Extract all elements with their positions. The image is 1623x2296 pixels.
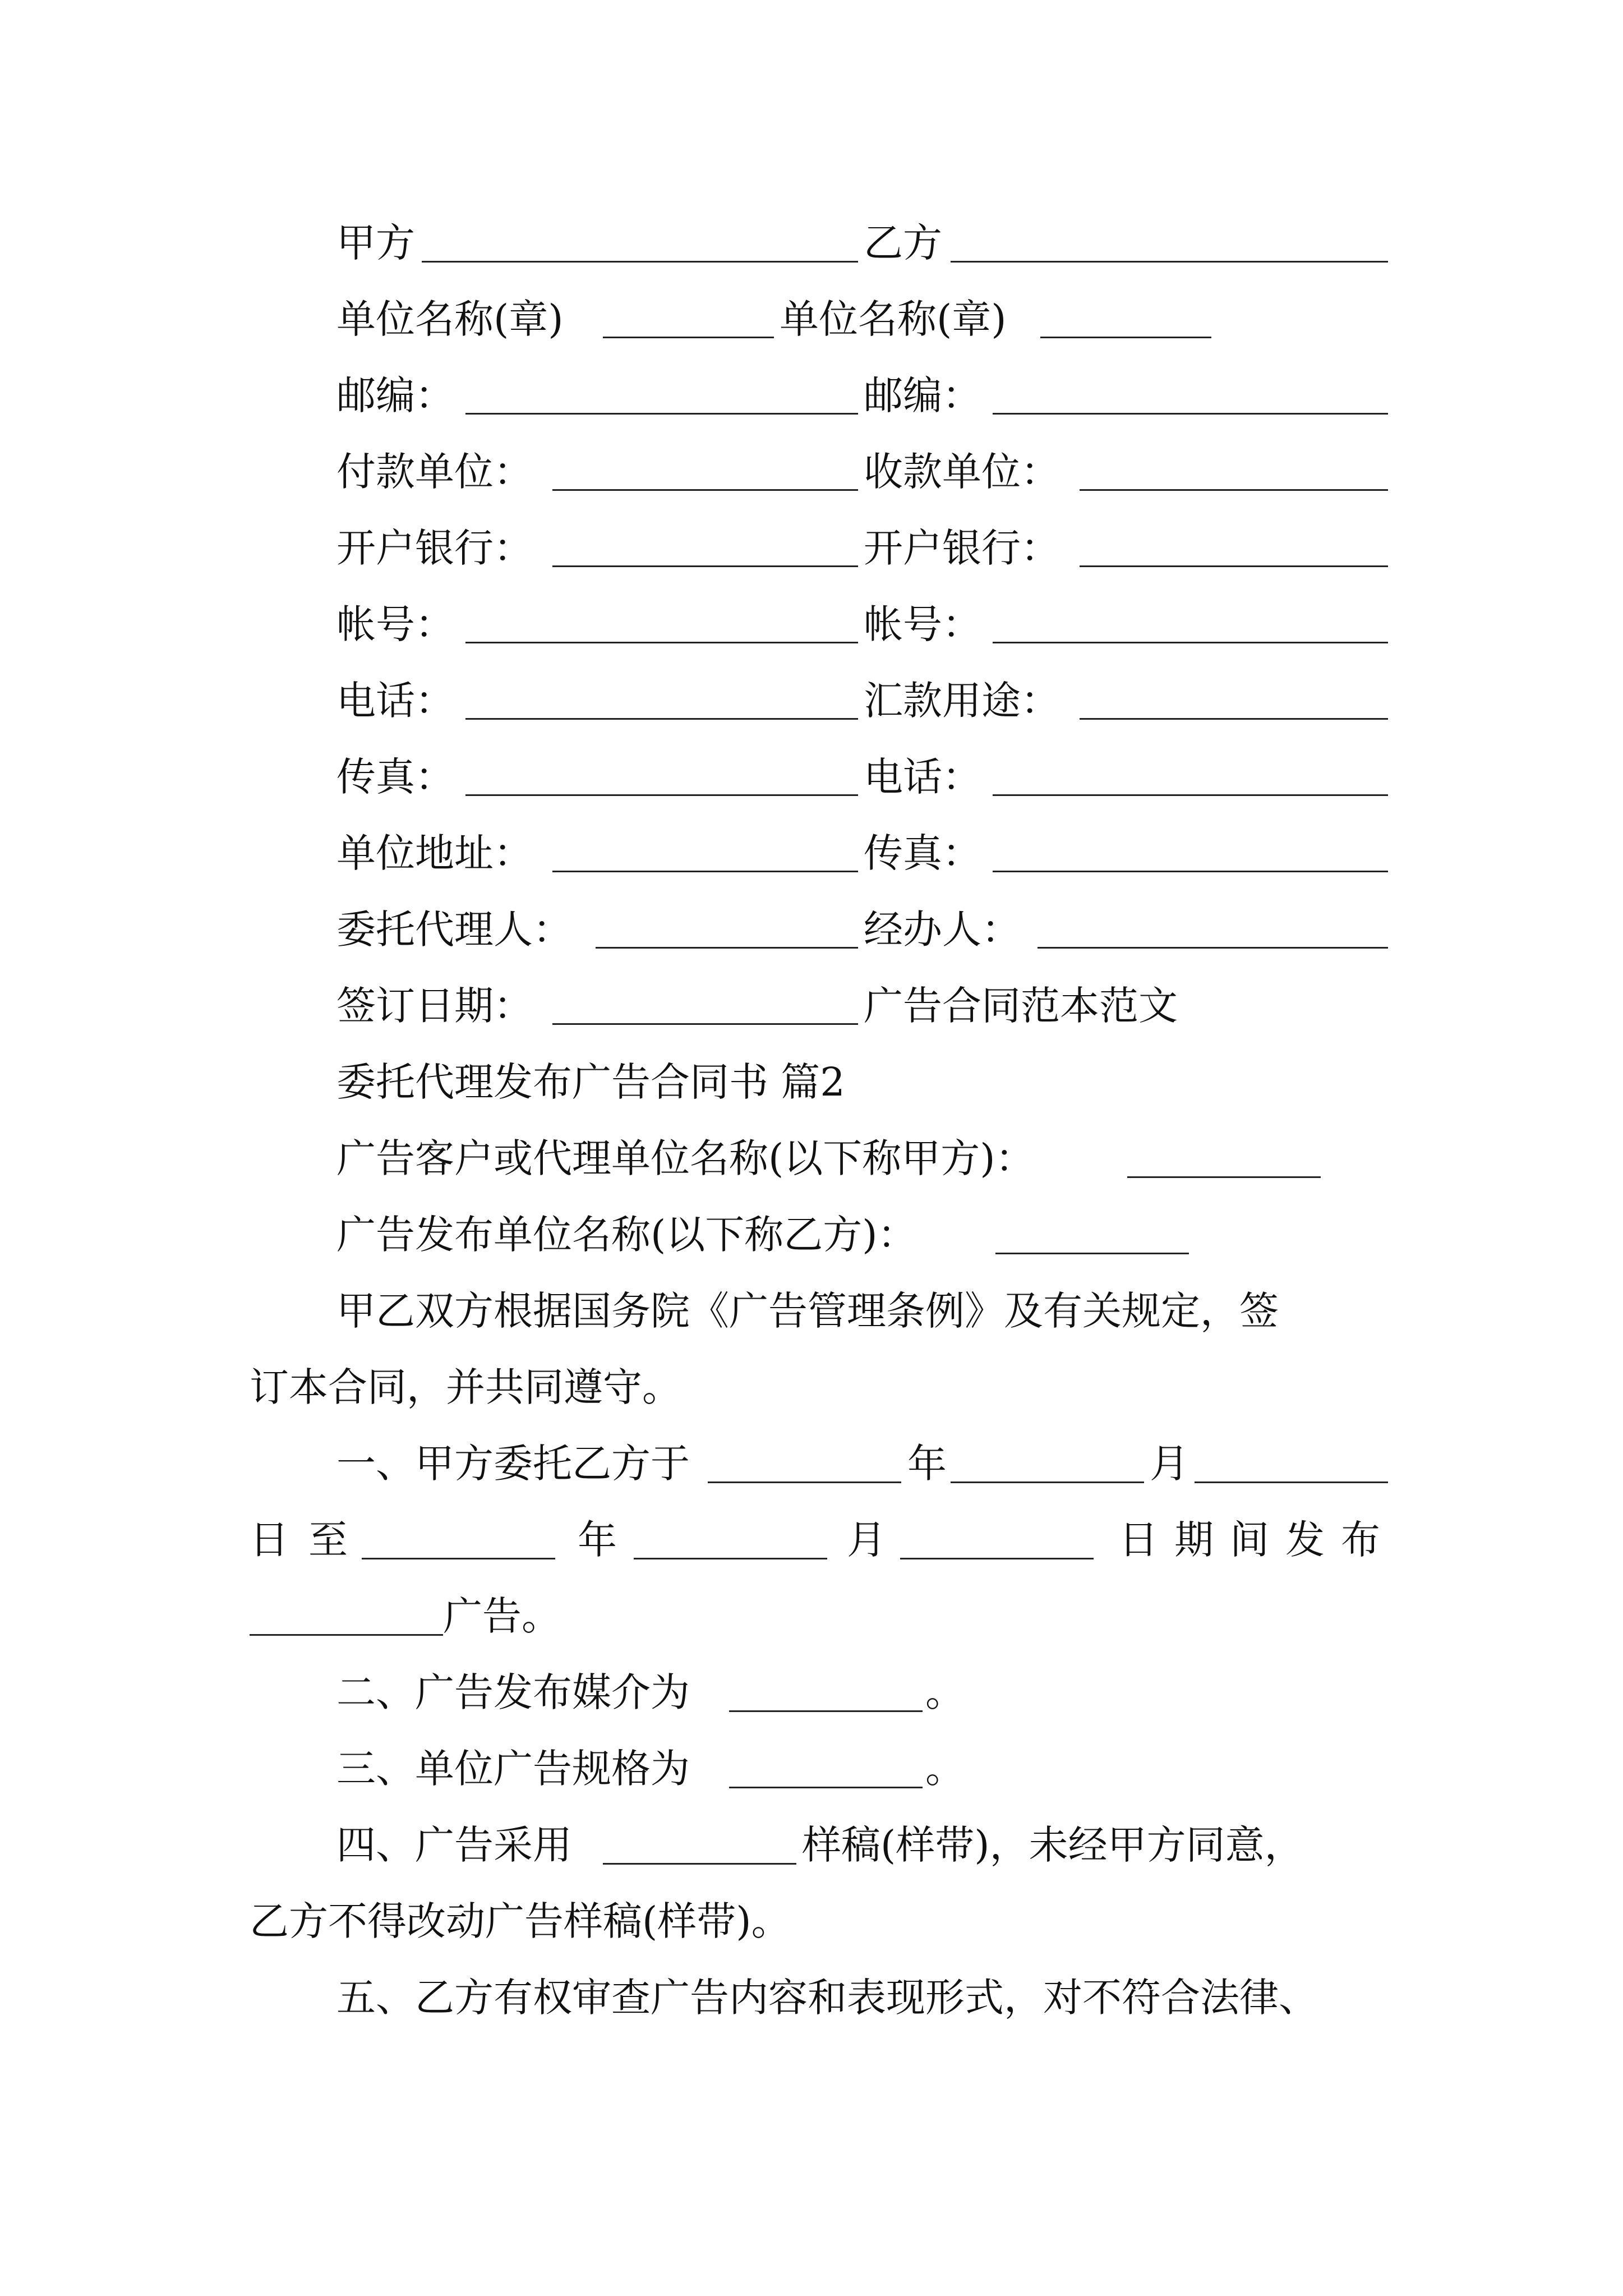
label-payer: 付款单位： [336, 449, 533, 495]
blank-end-month[interactable] [634, 1558, 827, 1559]
blank-postcode-b[interactable] [993, 413, 1388, 415]
label-unit-name-a: 单位名称(章) [336, 296, 564, 342]
blank-account-b[interactable] [993, 642, 1388, 643]
blank-party-a[interactable] [422, 261, 858, 263]
label-party-b: 乙方 [864, 220, 942, 266]
blank-payee[interactable] [1080, 489, 1388, 491]
label-day-1: 日 [250, 1517, 289, 1563]
label-month-2: 月 [847, 1517, 886, 1563]
blank-phone-b[interactable] [993, 794, 1388, 796]
label-agent: 委托代理人： [336, 907, 572, 953]
blank-media[interactable] [729, 1710, 923, 1712]
label-year-1: 年 [907, 1441, 947, 1487]
label-address-a: 单位地址： [336, 830, 533, 876]
blank-end-day[interactable] [900, 1558, 1094, 1559]
section-heading: 委托代理发布广告合同书 篇2 [336, 1059, 845, 1105]
clause-5-text: 五、乙方有权审查广告内容和表现形式，对不符合法律、 [336, 1975, 1318, 2021]
label-year-2: 年 [578, 1517, 617, 1563]
label-phone-b: 电话： [864, 754, 981, 800]
label-account-a: 帐号： [336, 601, 454, 647]
blank-phone-a[interactable] [465, 718, 858, 720]
blank-bank-a[interactable] [552, 565, 858, 567]
label-fax-a: 传真： [336, 754, 454, 800]
label-payee: 收款单位： [864, 449, 1060, 495]
label-bank-a: 开户银行： [336, 525, 533, 571]
blank-fax-b[interactable] [993, 871, 1388, 872]
blank-unit-name-a[interactable] [603, 337, 774, 338]
form-title-text: 广告合同范本范文 [864, 983, 1178, 1029]
blank-sample[interactable] [603, 1863, 796, 1865]
blank-start-year[interactable] [708, 1481, 901, 1483]
label-party-a: 甲方 [336, 220, 415, 266]
label-ad-suffix: 广告。 [443, 1593, 561, 1639]
intro-paragraph-line-2: 订本合同，并共同遵守。 [250, 1364, 681, 1410]
label-bank-b: 开户银行： [864, 525, 1060, 571]
label-handler: 经办人： [864, 907, 1021, 953]
blank-postcode-a[interactable] [465, 413, 858, 415]
label-account-b: 帐号： [864, 601, 981, 647]
blank-handler[interactable] [1038, 947, 1388, 949]
blank-agent[interactable] [596, 947, 858, 949]
blank-unit-name-b[interactable] [1040, 337, 1211, 338]
clause-4-text-2: 样稿(样带)，未经甲方同意， [802, 1822, 1304, 1868]
clause-2-period: 。 [925, 1669, 965, 1715]
blank-account-a[interactable] [465, 642, 858, 643]
blank-ad-spec[interactable] [729, 1787, 923, 1788]
blank-fax-a[interactable] [465, 794, 858, 796]
clause-1-text: 一、甲方委托乙方于 [336, 1441, 690, 1487]
blank-publisher-name[interactable] [995, 1253, 1189, 1254]
label-month-1: 月 [1150, 1441, 1189, 1487]
blank-ad-type[interactable] [250, 1634, 443, 1636]
blank-payer[interactable] [552, 489, 858, 491]
blank-end-year[interactable] [362, 1558, 555, 1559]
client-name-label: 广告客户或代理单位名称(以下称甲方)： [336, 1135, 1035, 1181]
blank-bank-b[interactable] [1080, 565, 1388, 567]
intro-paragraph-line-1: 甲乙双方根据国务院《广告管理条例》及有关规定，签 [336, 1288, 1279, 1334]
clause-3-text: 三、单位广告规格为 [336, 1746, 690, 1792]
label-fax-b: 传真： [864, 830, 981, 876]
label-phone-a: 电话： [336, 678, 454, 724]
label-to: 至 [308, 1517, 348, 1563]
blank-start-month[interactable] [951, 1481, 1144, 1483]
clause-3-period: 。 [925, 1746, 965, 1792]
blank-remit-purpose[interactable] [1080, 718, 1388, 720]
label-unit-name-b: 单位名称(章) [780, 296, 1007, 342]
label-sign-date: 签订日期： [336, 983, 533, 1029]
label-period-publish: 日期间发布 [1119, 1517, 1396, 1563]
blank-client-name[interactable] [1127, 1176, 1321, 1178]
blank-address-a[interactable] [552, 871, 858, 872]
publisher-name-label: 广告发布单位名称(以下称乙方)： [336, 1212, 917, 1258]
blank-start-day[interactable] [1195, 1481, 1388, 1483]
clause-2-text: 二、广告发布媒介为 [336, 1669, 690, 1715]
label-remit-purpose: 汇款用途： [864, 678, 1060, 724]
label-postcode-a: 邮编： [336, 372, 454, 418]
clause-4-text-3: 乙方不得改动广告样稿(样带)。 [250, 1898, 791, 1944]
blank-sign-date[interactable] [552, 1023, 858, 1025]
blank-party-b[interactable] [951, 261, 1388, 263]
clause-4-text: 四、广告采用 [336, 1822, 572, 1868]
label-postcode-b: 邮编： [864, 372, 981, 418]
